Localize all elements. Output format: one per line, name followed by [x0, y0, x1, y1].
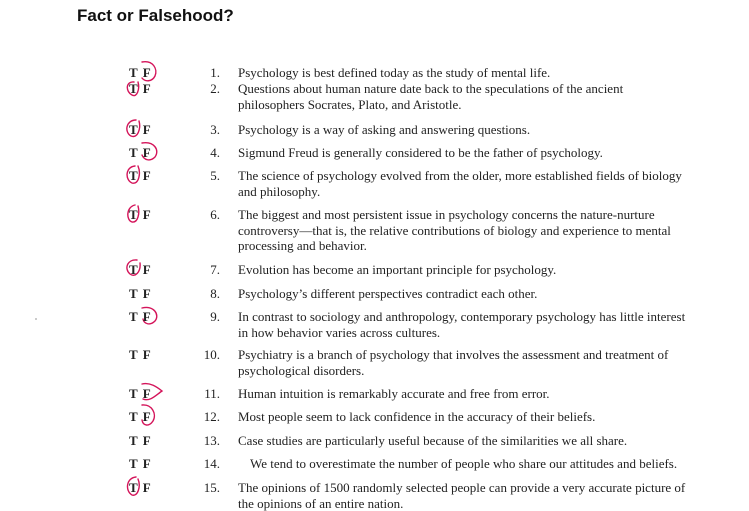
true-false-choice[interactable]: T F	[129, 433, 152, 448]
question-number: 15.	[203, 480, 220, 495]
question-text: The biggest and most persistent issue in psychology concerns the nature-nurture controversy—that is, the relative contributions of biology and experience to mental processing and behavior.	[238, 207, 671, 253]
true-false-choice[interactable]: T F	[129, 480, 152, 495]
question-number: 11.	[204, 386, 220, 401]
question-number: 7.	[210, 262, 220, 277]
true-false-choice[interactable]: T F	[129, 286, 152, 301]
question-text: Evolution has become an important principle for psychology.	[238, 262, 557, 277]
question-number: 6.	[210, 207, 220, 222]
true-false-choice[interactable]: T F	[129, 65, 152, 80]
question-text: Psychology’s different perspectives contradict each other.	[238, 286, 538, 301]
question-number: 5.	[210, 168, 220, 183]
question-text: The opinions of 1500 randomly selected people can provide a very accurate picture of the opinions of an entire nation.	[238, 480, 686, 511]
true-false-choice[interactable]: T F	[129, 262, 152, 277]
true-false-choice[interactable]: T F	[129, 168, 152, 183]
question-number: 14.	[203, 456, 220, 471]
question-number: 1.	[210, 65, 220, 80]
question-text: Psychology is a way of asking and answering questions.	[238, 122, 531, 137]
question-text: Questions about human nature date back to the speculations of the ancient philosophers Socrates, Plato, and Aristotle.	[238, 81, 624, 112]
question-number: 8.	[210, 286, 220, 301]
question-text: In contrast to sociology and anthropology, contemporary psychology has little interest in how behavior varies across cultures.	[238, 309, 686, 340]
question-text: Psychology is best defined today as the study of mental life.	[238, 65, 551, 80]
true-false-choice[interactable]: T F	[129, 456, 152, 471]
question-text: We tend to overestimate the number of people who share our attitudes and beliefs.	[250, 456, 678, 471]
true-false-choice[interactable]: T F	[129, 409, 152, 424]
question-number: 3.	[210, 122, 220, 137]
page-title: Fact or Falsehood?	[77, 6, 234, 25]
true-false-choice[interactable]: T F	[129, 145, 152, 160]
question-text: Psychiatry is a branch of psychology that involves the assessment and treatment of psychological disorders.	[238, 347, 669, 378]
true-false-choice[interactable]: T F	[129, 386, 152, 401]
question-number: 12.	[203, 409, 220, 424]
question-number: 13.	[203, 433, 220, 448]
speck	[35, 318, 37, 320]
question-text: The science of psychology evolved from the older, more established fields of biology and philosophy.	[238, 168, 682, 199]
question-number: 10.	[203, 347, 220, 362]
question-text: Most people seem to lack confidence in the accuracy of their beliefs.	[238, 409, 596, 424]
question-number: 9.	[210, 309, 220, 324]
question-number: 2.	[210, 81, 220, 96]
question-text: Sigmund Freud is generally considered to be the father of psychology.	[238, 145, 603, 160]
true-false-choice[interactable]: T F	[129, 309, 152, 324]
true-false-choice[interactable]: T F	[129, 207, 152, 222]
question-text: Human intuition is remarkably accurate and free from error.	[238, 386, 550, 401]
true-false-choice[interactable]: T F	[129, 81, 152, 96]
true-false-choice[interactable]: T F	[129, 347, 152, 362]
true-false-choice[interactable]: T F	[129, 122, 152, 137]
question-text: Case studies are particularly useful because of the similarities we all share.	[238, 433, 628, 448]
question-number: 4.	[210, 145, 220, 160]
